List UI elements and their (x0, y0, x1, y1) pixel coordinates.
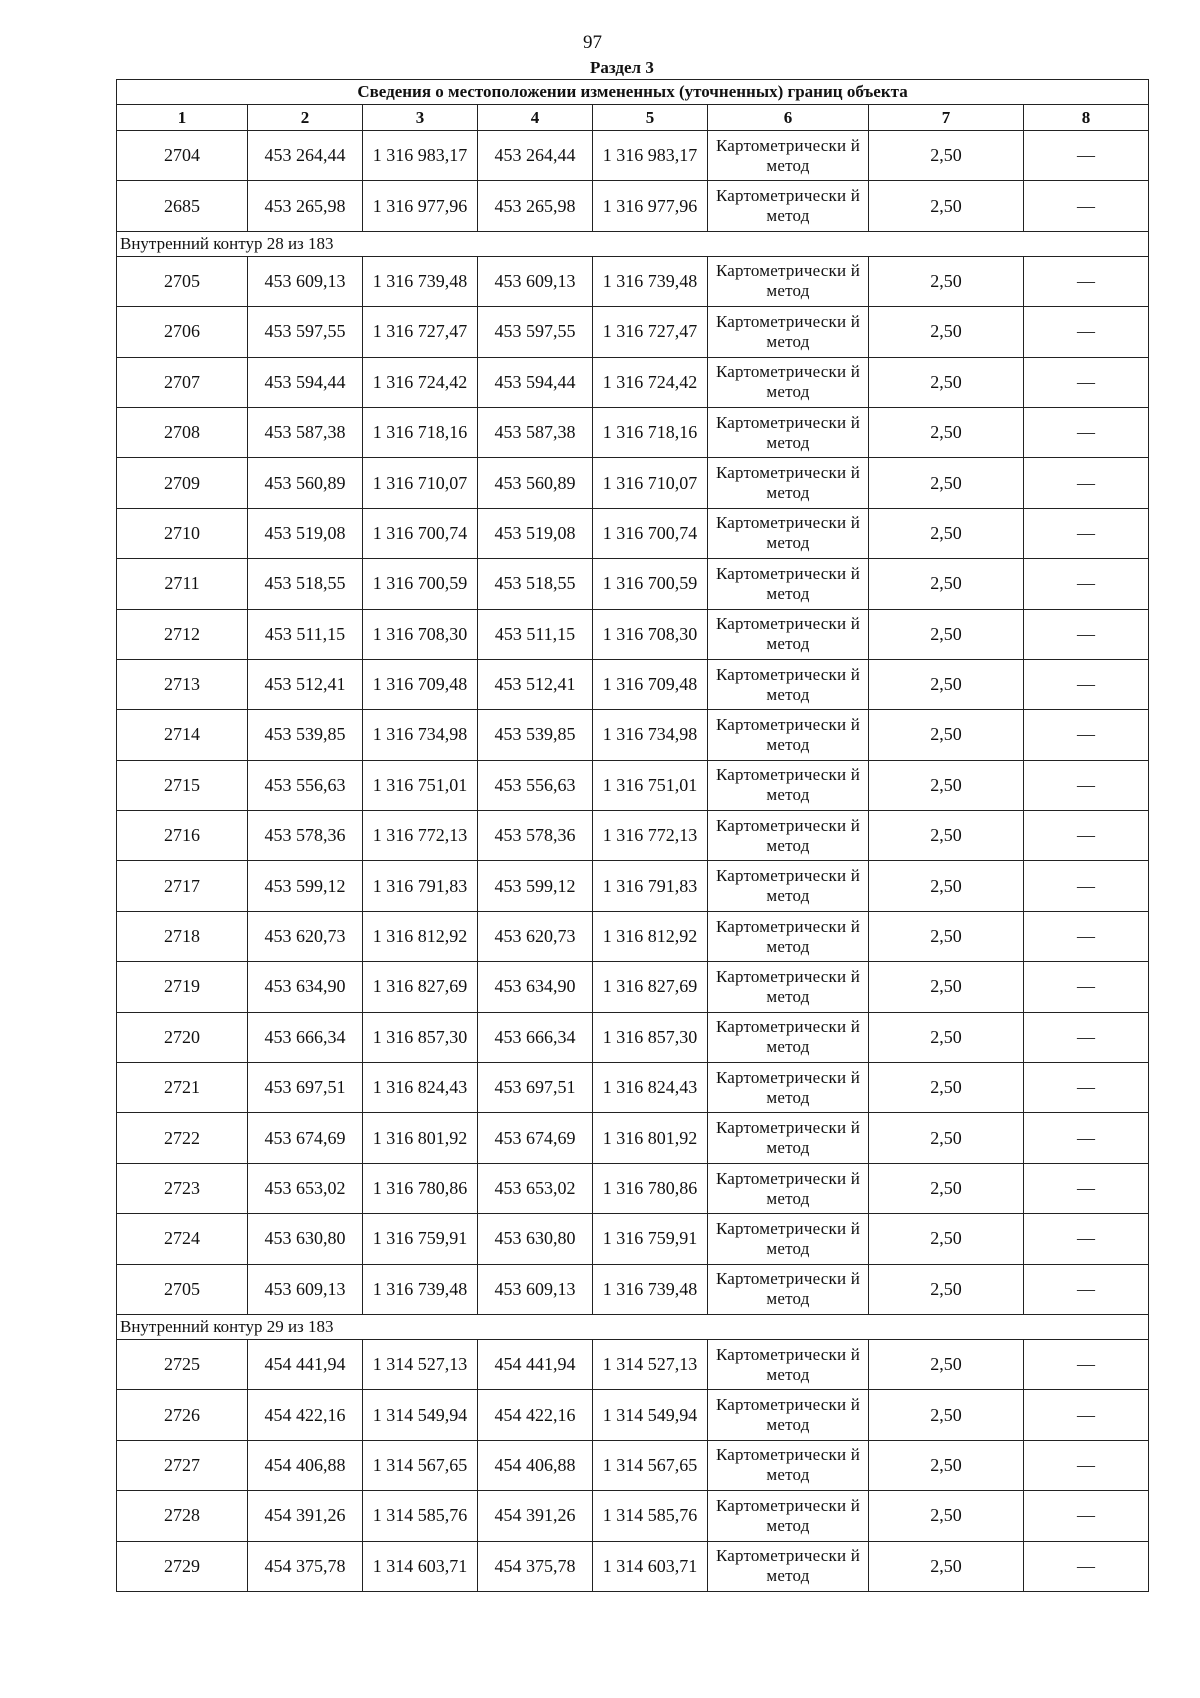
description-cell: — (1024, 357, 1149, 407)
accuracy-cell: 2,50 (869, 811, 1024, 861)
y-old-cell: 1 316 708,30 (363, 609, 478, 659)
table-row (117, 1390, 1149, 1440)
y-old-cell: 1 316 759,91 (363, 1214, 478, 1264)
table-row (117, 1063, 1149, 1113)
x-new-cell: 453 264,44 (478, 131, 593, 181)
x-new-cell: 453 519,08 (478, 508, 593, 558)
y-new-cell: 1 316 751,01 (593, 760, 708, 810)
x-old-cell: 453 511,15 (248, 609, 363, 659)
y-old-cell: 1 316 827,69 (363, 962, 478, 1012)
table-row (117, 911, 1149, 961)
y-old-cell: 1 314 527,13 (363, 1339, 478, 1389)
table-row (117, 1113, 1149, 1163)
x-old-cell: 453 519,08 (248, 508, 363, 558)
method-cell: Картометрически й метод (708, 1264, 869, 1314)
x-new-cell: 453 597,55 (478, 307, 593, 357)
y-new-cell: 1 316 708,30 (593, 609, 708, 659)
description-cell: — (1024, 1390, 1149, 1440)
point-number-cell: 2710 (117, 508, 248, 558)
x-new-cell: 453 674,69 (478, 1113, 593, 1163)
x-old-cell: 453 518,55 (248, 559, 363, 609)
accuracy-cell: 2,50 (869, 559, 1024, 609)
point-number-cell: 2720 (117, 1012, 248, 1062)
method-cell: Картометрически й метод (708, 962, 869, 1012)
y-old-cell: 1 316 824,43 (363, 1063, 478, 1113)
accuracy-cell: 2,50 (869, 181, 1024, 231)
y-old-cell: 1 316 751,01 (363, 760, 478, 810)
table-row (117, 1214, 1149, 1264)
description-cell: — (1024, 861, 1149, 911)
y-old-cell: 1 316 977,96 (363, 181, 478, 231)
y-new-cell: 1 316 759,91 (593, 1214, 708, 1264)
y-new-cell: 1 316 812,92 (593, 911, 708, 961)
x-old-cell: 453 556,63 (248, 760, 363, 810)
point-number-cell: 2727 (117, 1440, 248, 1490)
method-cell: Картометрически й метод (708, 861, 869, 911)
accuracy-cell: 2,50 (869, 710, 1024, 760)
x-old-cell: 454 391,26 (248, 1491, 363, 1541)
x-old-cell: 453 609,13 (248, 256, 363, 306)
accuracy-cell: 2,50 (869, 1163, 1024, 1213)
x-old-cell: 454 406,88 (248, 1440, 363, 1490)
description-cell: — (1024, 1339, 1149, 1389)
description-cell: — (1024, 307, 1149, 357)
y-old-cell: 1 316 739,48 (363, 256, 478, 306)
x-old-cell: 453 630,80 (248, 1214, 363, 1264)
y-new-cell: 1 316 724,42 (593, 357, 708, 407)
table-row (117, 181, 1149, 231)
x-new-cell: 454 375,78 (478, 1541, 593, 1591)
y-old-cell: 1 316 724,42 (363, 357, 478, 407)
table-row (117, 811, 1149, 861)
y-new-cell: 1 316 977,96 (593, 181, 708, 231)
x-old-cell: 453 666,34 (248, 1012, 363, 1062)
x-old-cell: 453 594,44 (248, 357, 363, 407)
method-cell: Картометрически й метод (708, 710, 869, 760)
method-cell: Картометрически й метод (708, 1390, 869, 1440)
table-row (117, 559, 1149, 609)
point-number-cell: 2708 (117, 407, 248, 457)
x-new-cell: 453 556,63 (478, 760, 593, 810)
y-old-cell: 1 316 739,48 (363, 1264, 478, 1314)
y-old-cell: 1 316 718,16 (363, 407, 478, 457)
accuracy-cell: 2,50 (869, 861, 1024, 911)
accuracy-cell: 2,50 (869, 1063, 1024, 1113)
column-number: 6 (708, 105, 869, 131)
x-new-cell: 453 609,13 (478, 256, 593, 306)
y-old-cell: 1 314 603,71 (363, 1541, 478, 1591)
description-cell: — (1024, 710, 1149, 760)
column-number: 7 (869, 105, 1024, 131)
accuracy-cell: 2,50 (869, 307, 1024, 357)
column-number: 4 (478, 105, 593, 131)
description-cell: — (1024, 407, 1149, 457)
method-cell: Картометрически й метод (708, 131, 869, 181)
description-cell: — (1024, 962, 1149, 1012)
accuracy-cell: 2,50 (869, 1012, 1024, 1062)
y-new-cell: 1 316 801,92 (593, 1113, 708, 1163)
x-old-cell: 453 264,44 (248, 131, 363, 181)
x-old-cell: 454 441,94 (248, 1339, 363, 1389)
x-new-cell: 453 609,13 (478, 1264, 593, 1314)
y-new-cell: 1 316 824,43 (593, 1063, 708, 1113)
y-old-cell: 1 316 700,59 (363, 559, 478, 609)
description-cell: — (1024, 131, 1149, 181)
y-new-cell: 1 316 727,47 (593, 307, 708, 357)
x-new-cell: 453 518,55 (478, 559, 593, 609)
description-cell: — (1024, 1012, 1149, 1062)
point-number-cell: 2717 (117, 861, 248, 911)
x-old-cell: 453 697,51 (248, 1063, 363, 1113)
section-title: Раздел 3 (590, 58, 654, 77)
description-cell: — (1024, 609, 1149, 659)
x-new-cell: 453 265,98 (478, 181, 593, 231)
page-number: 97 (583, 32, 602, 53)
table-row (117, 1012, 1149, 1062)
y-new-cell: 1 316 739,48 (593, 256, 708, 306)
x-new-cell: 453 666,34 (478, 1012, 593, 1062)
table-row (117, 1491, 1149, 1541)
point-number-cell: 2706 (117, 307, 248, 357)
point-number-cell: 2722 (117, 1113, 248, 1163)
method-cell: Картометрически й метод (708, 1012, 869, 1062)
table-row (117, 508, 1149, 558)
description-cell: — (1024, 508, 1149, 558)
accuracy-cell: 2,50 (869, 911, 1024, 961)
y-old-cell: 1 316 780,86 (363, 1163, 478, 1213)
method-cell: Картометрически й метод (708, 508, 869, 558)
description-cell: — (1024, 1063, 1149, 1113)
point-number-cell: 2716 (117, 811, 248, 861)
x-new-cell: 453 560,89 (478, 458, 593, 508)
x-old-cell: 453 265,98 (248, 181, 363, 231)
method-cell: Картометрически й метод (708, 1163, 869, 1213)
x-new-cell: 453 630,80 (478, 1214, 593, 1264)
method-cell: Картометрически й метод (708, 1541, 869, 1591)
y-old-cell: 1 314 585,76 (363, 1491, 478, 1541)
table-row (117, 1440, 1149, 1490)
method-cell: Картометрически й метод (708, 181, 869, 231)
description-cell: — (1024, 1440, 1149, 1490)
y-old-cell: 1 316 709,48 (363, 659, 478, 709)
y-new-cell: 1 316 700,74 (593, 508, 708, 558)
point-number-cell: 2711 (117, 559, 248, 609)
accuracy-cell: 2,50 (869, 407, 1024, 457)
accuracy-cell: 2,50 (869, 1339, 1024, 1389)
accuracy-cell: 2,50 (869, 256, 1024, 306)
point-number-cell: 2712 (117, 609, 248, 659)
description-cell: — (1024, 181, 1149, 231)
contour-row (117, 1314, 1149, 1339)
description-cell: — (1024, 1264, 1149, 1314)
method-cell: Картометрически й метод (708, 811, 869, 861)
accuracy-cell: 2,50 (869, 760, 1024, 810)
x-old-cell: 453 539,85 (248, 710, 363, 760)
description-cell: — (1024, 1163, 1149, 1213)
column-number: 5 (593, 105, 708, 131)
y-old-cell: 1 314 567,65 (363, 1440, 478, 1490)
table-row (117, 458, 1149, 508)
y-old-cell: 1 316 710,07 (363, 458, 478, 508)
y-new-cell: 1 316 827,69 (593, 962, 708, 1012)
y-new-cell: 1 314 527,13 (593, 1339, 708, 1389)
x-new-cell: 453 620,73 (478, 911, 593, 961)
method-cell: Картометрически й метод (708, 357, 869, 407)
method-cell: Картометрически й метод (708, 307, 869, 357)
point-number-cell: 2724 (117, 1214, 248, 1264)
contour-label: Внутренний контур 28 из 183 (117, 231, 1149, 256)
description-cell: — (1024, 1491, 1149, 1541)
table-row (117, 256, 1149, 306)
x-old-cell: 453 578,36 (248, 811, 363, 861)
x-new-cell: 454 441,94 (478, 1339, 593, 1389)
x-old-cell: 453 599,12 (248, 861, 363, 911)
accuracy-cell: 2,50 (869, 1491, 1024, 1541)
table-row (117, 1541, 1149, 1591)
y-old-cell: 1 316 983,17 (363, 131, 478, 181)
point-number-cell: 2718 (117, 911, 248, 961)
y-new-cell: 1 316 709,48 (593, 659, 708, 709)
point-number-cell: 2714 (117, 710, 248, 760)
y-new-cell: 1 314 585,76 (593, 1491, 708, 1541)
point-number-cell: 2709 (117, 458, 248, 508)
point-number-cell: 2725 (117, 1339, 248, 1389)
point-number-cell: 2705 (117, 256, 248, 306)
x-new-cell: 453 594,44 (478, 357, 593, 407)
table-caption-row (117, 80, 1149, 105)
x-new-cell: 453 634,90 (478, 962, 593, 1012)
table-row (117, 1163, 1149, 1213)
x-old-cell: 453 634,90 (248, 962, 363, 1012)
x-old-cell: 453 653,02 (248, 1163, 363, 1213)
y-old-cell: 1 316 812,92 (363, 911, 478, 961)
accuracy-cell: 2,50 (869, 1440, 1024, 1490)
table-row (117, 962, 1149, 1012)
y-new-cell: 1 314 567,65 (593, 1440, 708, 1490)
y-old-cell: 1 316 727,47 (363, 307, 478, 357)
description-cell: — (1024, 1113, 1149, 1163)
x-new-cell: 453 697,51 (478, 1063, 593, 1113)
method-cell: Картометрически й метод (708, 1440, 869, 1490)
x-old-cell: 453 512,41 (248, 659, 363, 709)
method-cell: Картометрически й метод (708, 659, 869, 709)
y-old-cell: 1 316 791,83 (363, 861, 478, 911)
point-number-cell: 2719 (117, 962, 248, 1012)
point-number-cell: 2704 (117, 131, 248, 181)
method-cell: Картометрически й метод (708, 407, 869, 457)
x-new-cell: 453 511,15 (478, 609, 593, 659)
table-row (117, 609, 1149, 659)
description-cell: — (1024, 1541, 1149, 1591)
table-row (117, 861, 1149, 911)
table-caption: Сведения о местоположении измененных (уточненных) границ объекта (117, 80, 1149, 105)
description-cell: — (1024, 1214, 1149, 1264)
accuracy-cell: 2,50 (869, 962, 1024, 1012)
point-number-cell: 2729 (117, 1541, 248, 1591)
boundary-coordinates-table (116, 79, 1149, 1592)
description-cell: — (1024, 458, 1149, 508)
accuracy-cell: 2,50 (869, 1214, 1024, 1264)
table-row (117, 710, 1149, 760)
table-row (117, 760, 1149, 810)
y-old-cell: 1 316 772,13 (363, 811, 478, 861)
column-number: 1 (117, 105, 248, 131)
y-new-cell: 1 316 700,59 (593, 559, 708, 609)
y-old-cell: 1 316 700,74 (363, 508, 478, 558)
x-old-cell: 454 375,78 (248, 1541, 363, 1591)
column-number: 8 (1024, 105, 1149, 131)
method-cell: Картометрически й метод (708, 1113, 869, 1163)
y-new-cell: 1 316 780,86 (593, 1163, 708, 1213)
accuracy-cell: 2,50 (869, 357, 1024, 407)
point-number-cell: 2707 (117, 357, 248, 407)
y-new-cell: 1 316 857,30 (593, 1012, 708, 1062)
method-cell: Картометрически й метод (708, 256, 869, 306)
x-new-cell: 453 578,36 (478, 811, 593, 861)
x-new-cell: 453 587,38 (478, 407, 593, 457)
x-old-cell: 453 587,38 (248, 407, 363, 457)
accuracy-cell: 2,50 (869, 1541, 1024, 1591)
x-old-cell: 453 609,13 (248, 1264, 363, 1314)
method-cell: Картометрически й метод (708, 458, 869, 508)
x-old-cell: 453 560,89 (248, 458, 363, 508)
point-number-cell: 2705 (117, 1264, 248, 1314)
point-number-cell: 2726 (117, 1390, 248, 1440)
x-old-cell: 453 597,55 (248, 307, 363, 357)
table-row (117, 659, 1149, 709)
description-cell: — (1024, 256, 1149, 306)
contour-label: Внутренний контур 29 из 183 (117, 1314, 1149, 1339)
accuracy-cell: 2,50 (869, 1264, 1024, 1314)
x-new-cell: 453 599,12 (478, 861, 593, 911)
y-old-cell: 1 316 801,92 (363, 1113, 478, 1163)
y-new-cell: 1 314 549,94 (593, 1390, 708, 1440)
x-old-cell: 453 674,69 (248, 1113, 363, 1163)
method-cell: Картометрически й метод (708, 1491, 869, 1541)
method-cell: Картометрически й метод (708, 559, 869, 609)
x-old-cell: 454 422,16 (248, 1390, 363, 1440)
x-new-cell: 453 539,85 (478, 710, 593, 760)
method-cell: Картометрически й метод (708, 911, 869, 961)
column-number: 2 (248, 105, 363, 131)
x-new-cell: 454 422,16 (478, 1390, 593, 1440)
table-row (117, 407, 1149, 457)
description-cell: — (1024, 811, 1149, 861)
table-row (117, 357, 1149, 407)
accuracy-cell: 2,50 (869, 458, 1024, 508)
column-number: 3 (363, 105, 478, 131)
accuracy-cell: 2,50 (869, 508, 1024, 558)
y-old-cell: 1 316 734,98 (363, 710, 478, 760)
y-new-cell: 1 316 983,17 (593, 131, 708, 181)
table-body (117, 131, 1149, 1592)
point-number-cell: 2715 (117, 760, 248, 810)
method-cell: Картометрически й метод (708, 760, 869, 810)
y-new-cell: 1 316 718,16 (593, 407, 708, 457)
method-cell: Картометрически й метод (708, 1339, 869, 1389)
y-new-cell: 1 316 734,98 (593, 710, 708, 760)
x-new-cell: 454 406,88 (478, 1440, 593, 1490)
table-row (117, 307, 1149, 357)
accuracy-cell: 2,50 (869, 1113, 1024, 1163)
accuracy-cell: 2,50 (869, 609, 1024, 659)
description-cell: — (1024, 659, 1149, 709)
accuracy-cell: 2,50 (869, 659, 1024, 709)
column-number-row (117, 105, 1149, 131)
y-new-cell: 1 314 603,71 (593, 1541, 708, 1591)
y-new-cell: 1 316 791,83 (593, 861, 708, 911)
y-new-cell: 1 316 772,13 (593, 811, 708, 861)
point-number-cell: 2685 (117, 181, 248, 231)
table-row (117, 1264, 1149, 1314)
point-number-cell: 2723 (117, 1163, 248, 1213)
accuracy-cell: 2,50 (869, 1390, 1024, 1440)
y-old-cell: 1 316 857,30 (363, 1012, 478, 1062)
table-row (117, 131, 1149, 181)
y-new-cell: 1 316 739,48 (593, 1264, 708, 1314)
y-new-cell: 1 316 710,07 (593, 458, 708, 508)
method-cell: Картометрически й метод (708, 609, 869, 659)
x-new-cell: 453 512,41 (478, 659, 593, 709)
point-number-cell: 2728 (117, 1491, 248, 1541)
y-old-cell: 1 314 549,94 (363, 1390, 478, 1440)
description-cell: — (1024, 559, 1149, 609)
description-cell: — (1024, 911, 1149, 961)
point-number-cell: 2721 (117, 1063, 248, 1113)
x-new-cell: 454 391,26 (478, 1491, 593, 1541)
point-number-cell: 2713 (117, 659, 248, 709)
x-new-cell: 453 653,02 (478, 1163, 593, 1213)
method-cell: Картометрически й метод (708, 1063, 869, 1113)
method-cell: Картометрически й метод (708, 1214, 869, 1264)
description-cell: — (1024, 760, 1149, 810)
table-row (117, 1339, 1149, 1389)
accuracy-cell: 2,50 (869, 131, 1024, 181)
contour-row (117, 231, 1149, 256)
x-old-cell: 453 620,73 (248, 911, 363, 961)
